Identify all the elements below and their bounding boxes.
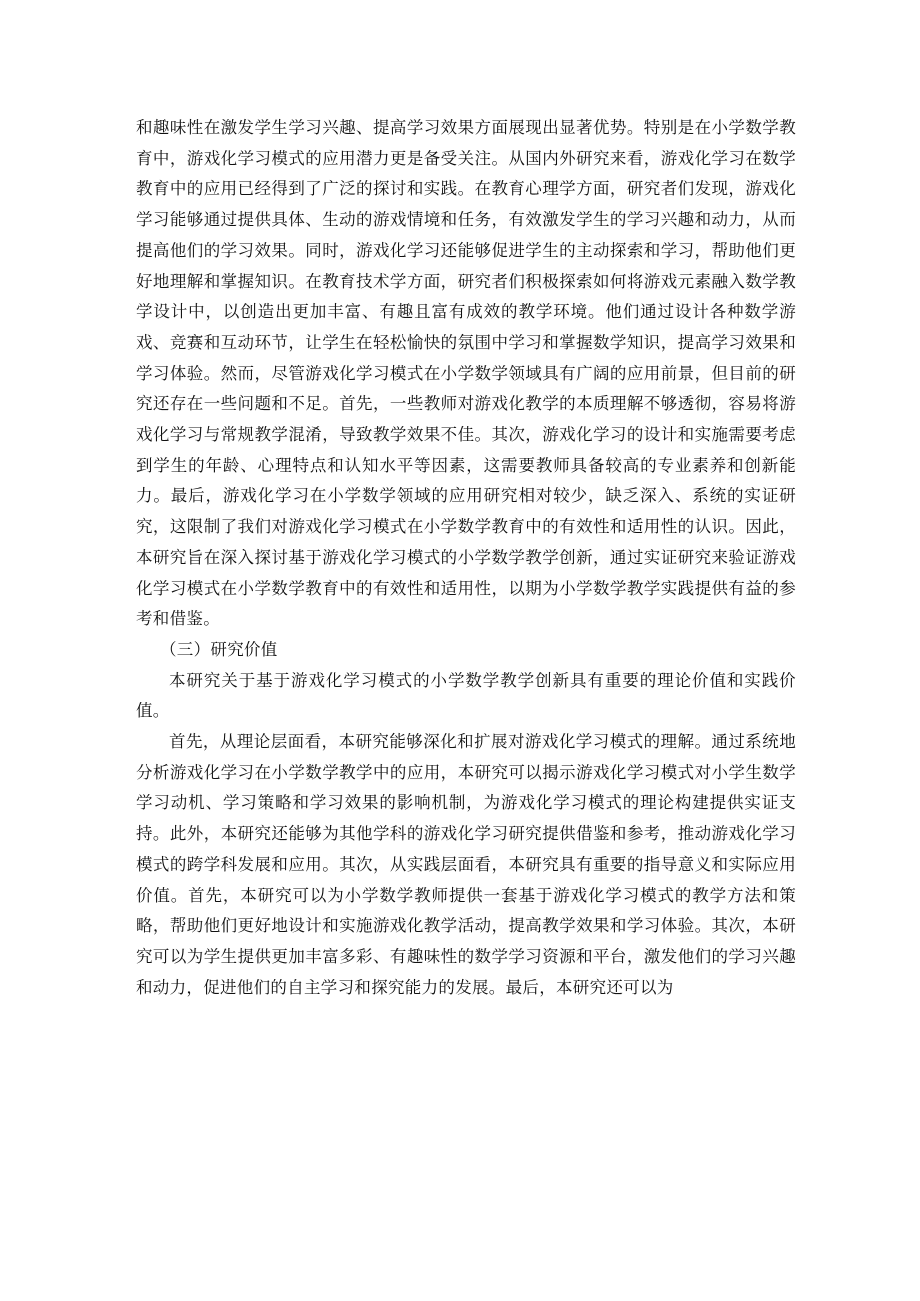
paragraph-body: 首先，从理论层面看，本研究能够深化和扩展对游戏化学习模式的理解。通过系统地分析游戏化学习在小学数学教学中的应用，本研究可以揭示游戏化学习模式对小学生数学学习动机、学习策略和学习效果的影响机制，为游戏化学习模式的理论构建提供实证支持。此外，本研究还能够为其他学科的游戏化学习研究提供借鉴和参考，推动游戏化学习模式的跨学科发展和应用。其次，从实践层面看，本研究具有重要的指导意义和实际应用价值。首先，本研究可以为小学数学教师提供一套基于游戏化学习模式的教学方法和策略，帮助他们更好地设计和实施游戏化教学活动，提高教学效果和学习体验。其次，本研究可以为学生提供更加丰富多彩、有趣味性的数学学习资源和平台，激发他们的学习兴趣和动力，促进他们的自主学习和探究能力的发展。最后，本研究还可以为 [136,732,796,997]
section-heading: （三）研究价值 [160,639,278,659]
document-page [136,113,796,1003]
paragraph-continued: 和趣味性在激发学生学习兴趣、提高学习效果方面展现出显著优势。特别是在小学数学教育中，游戏化学习模式的应用潜力更是备受关注。从国内外研究来看，游戏化学习在数学教育中的应用已经得到了广泛的探讨和实践。在教育心理学方面，研究者们发现，游戏化学习能够通过提供具体、生动的游戏情境和任务，有效激发学生的学习兴趣和动力，从而提高他们的学习效果。同时，游戏化学习还能够促进学生的主动探索和学习，帮助他们更好地理解和掌握知识。在教育技术学方面，研究者们积极探索如何将游戏元素融入数学教学设计中，以创造出更加丰富、有趣且富有成效的教学环境。他们通过设计各种数学游戏、竞赛和互动环节，让学生在轻松愉快的氛围中学习和掌握数学知识，提高学习效果和学习体验。然而，尽管游戏化学习模式在小学数学领域具有广阔的应用前景，但目前的研究还存在一些问题和不足。首先，一些教师对游戏化教学的本质理解不够透彻，容易将游戏化学习与常规教学混淆，导致教学效果不佳。其次，游戏化学习的设计和实施需要考虑到学生的年龄、心理特点和认知水平等因素，这需要教师具备较高的专业素养和创新能力。最后，游戏化学习在小学数学领域的应用研究相对较少，缺乏深入、系统的实证研究，这限制了我们对游戏化学习模式在小学数学教育中的有效性和适用性的认识。因此，本研究旨在深入探讨基于游戏化学习模式的小学数学教学创新，通过实证研究来验证游戏化学习模式在小学数学教育中的有效性和适用性，以期为小学数学教学实践提供有益的参考和借鉴。 [136,118,796,629]
paragraph-intro: 本研究关于基于游戏化学习模式的小学数学教学创新具有重要的理论价值和实践价值。 [136,670,796,721]
